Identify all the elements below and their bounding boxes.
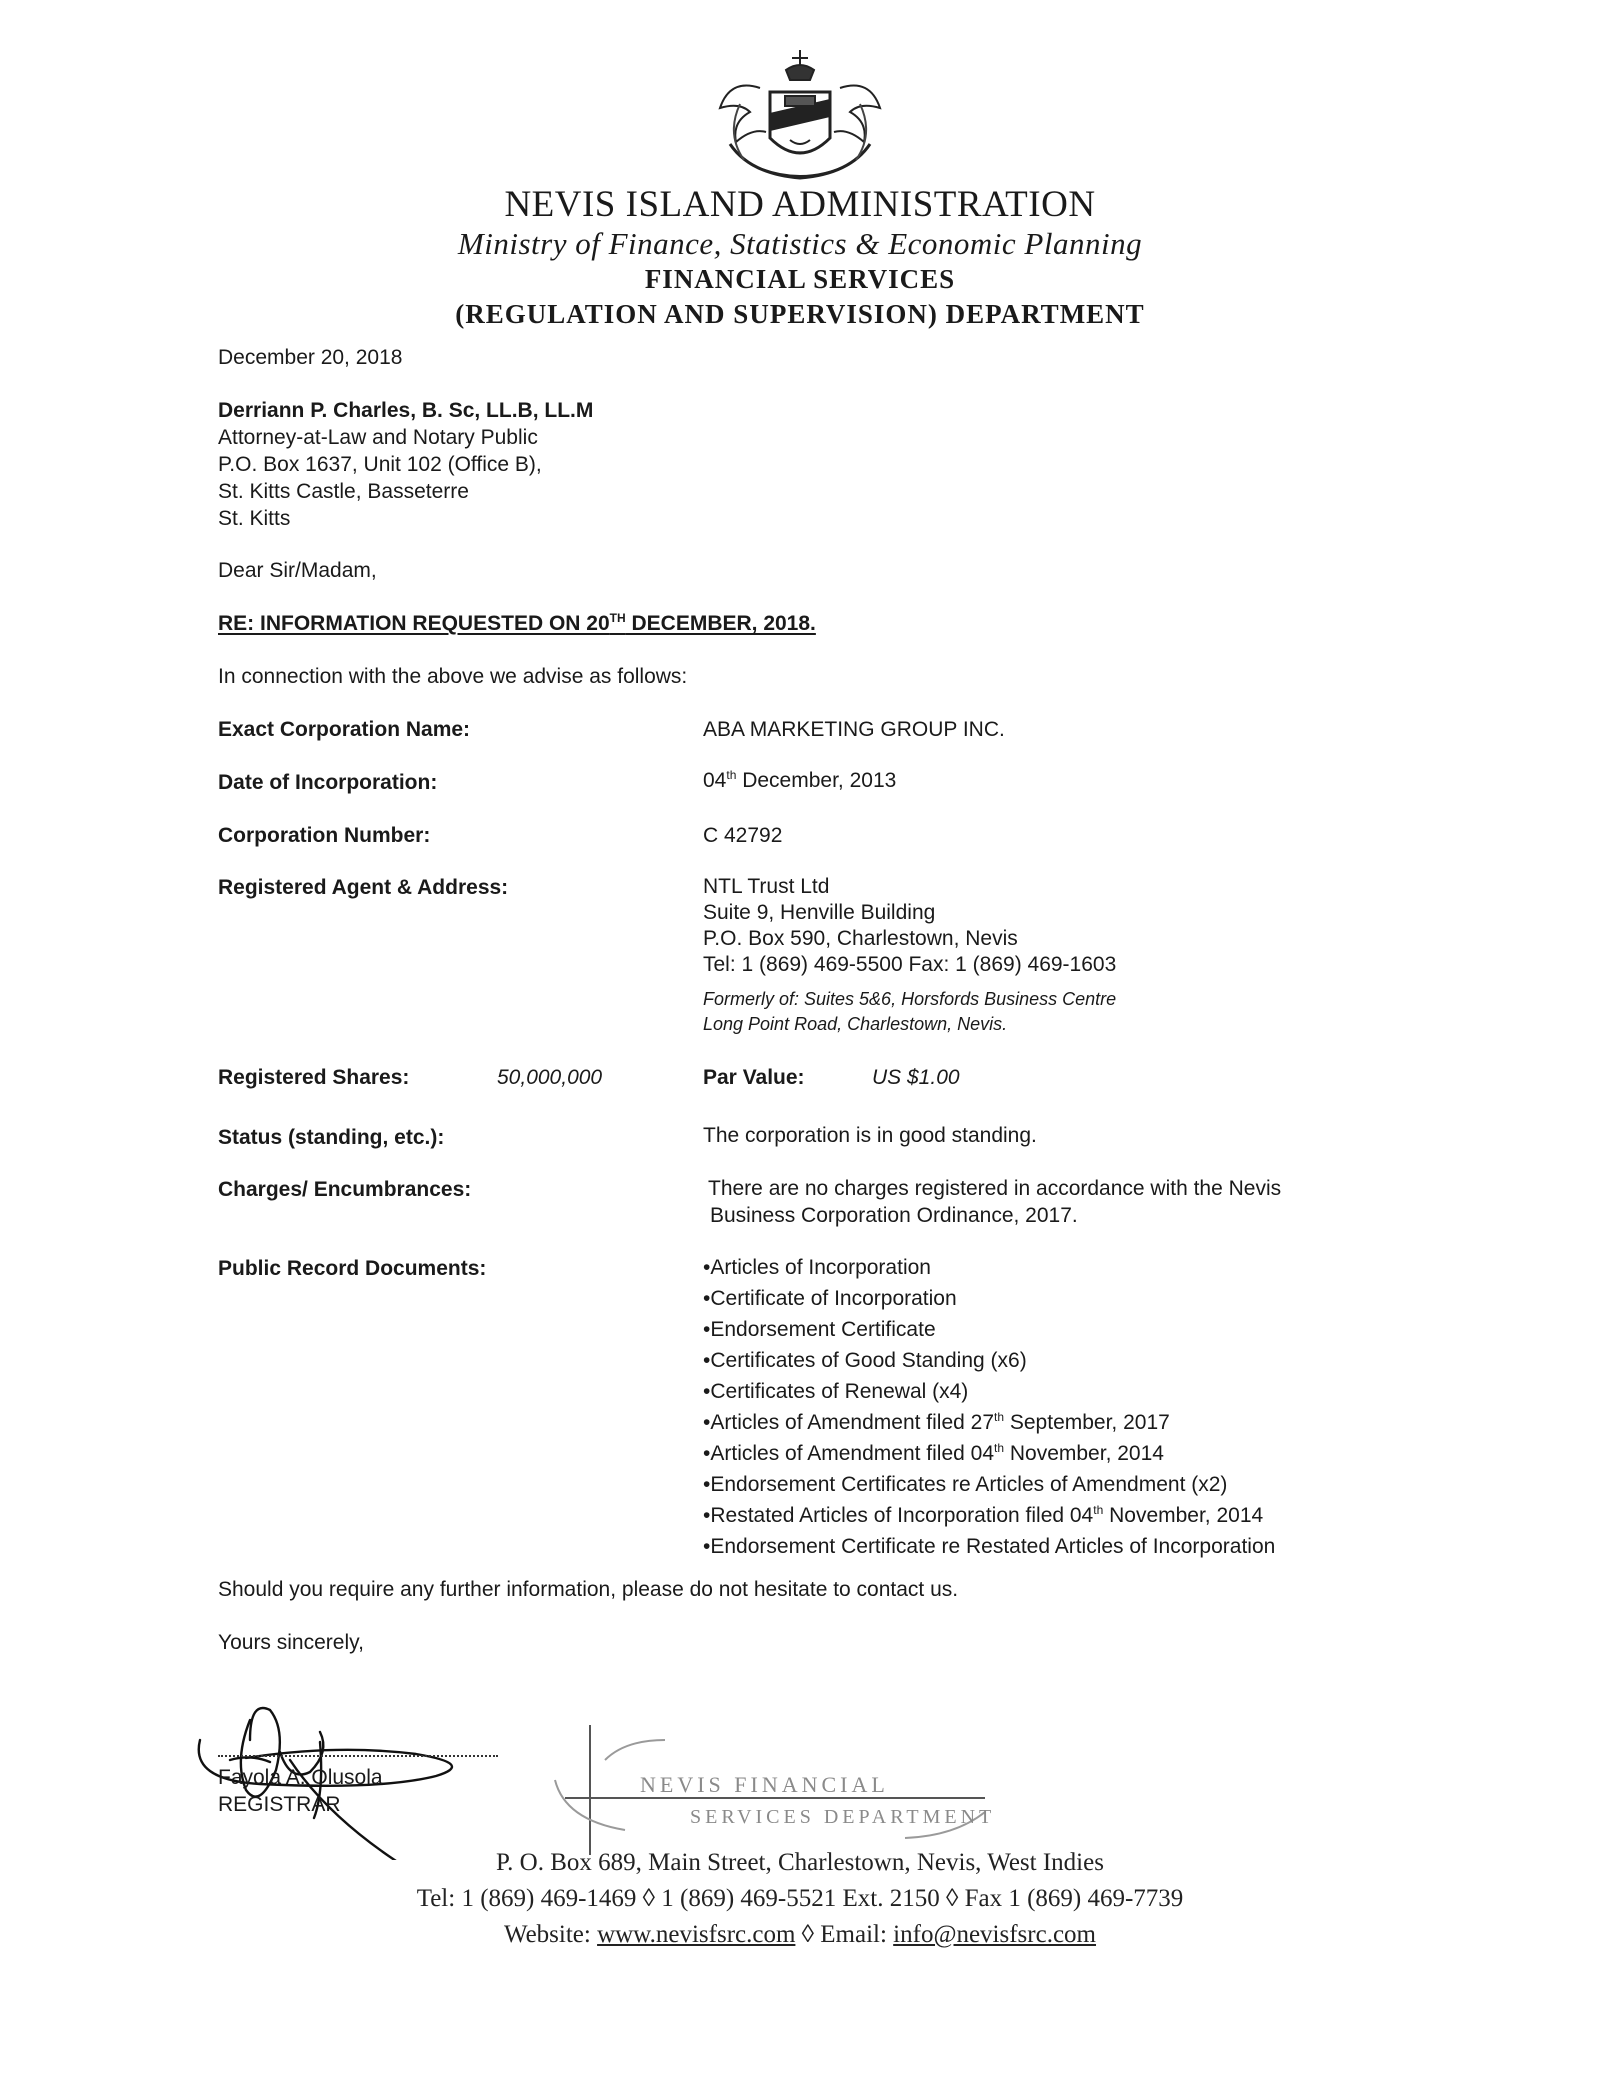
closing-note: Should you require any further information, please do not hesitate to contact us. — [218, 1578, 959, 1601]
coat-of-arms-icon — [690, 44, 910, 194]
par-value-label: Par Value: — [703, 1066, 805, 1089]
incorporation-date-label: Date of Incorporation: — [218, 771, 438, 794]
registered-agent-label: Registered Agent & Address: — [218, 876, 509, 899]
website-link[interactable]: www.nevisfsrc.com — [597, 1921, 796, 1948]
recipient-address-line: St. Kitts Castle, Basseterre — [218, 480, 469, 503]
document-item: • Certificates of Renewal (x4) — [703, 1376, 1275, 1407]
signatory-title: REGISTRAR — [218, 1793, 341, 1816]
recipient-address-line: P.O. Box 1637, Unit 102 (Office B), — [218, 453, 542, 476]
letter-date: December 20, 2018 — [218, 346, 403, 369]
document-item: • Certificates of Good Standing (x6) — [703, 1345, 1275, 1376]
signatory-name: Fayola A. Olusola — [218, 1766, 383, 1789]
status-value: The corporation is in good standing. — [703, 1124, 1037, 1147]
corporation-name-value: ABA MARKETING GROUP INC. — [703, 718, 1005, 741]
recipient-address-line: Attorney-at-Law and Notary Public — [218, 426, 538, 449]
footer-contact: Website: www.nevisfsrc.com ◊ Email: info@nevisfsrc.com — [503, 1921, 1097, 1948]
incorporation-date-value: 04th December, 2013 — [703, 768, 897, 792]
agent-address-line: Suite 9, Henville Building — [703, 901, 936, 924]
corporation-name-label: Exact Corporation Name: — [218, 718, 471, 741]
public-documents-list — [703, 1252, 1275, 1562]
document-item: • Articles of Amendment filed 04th November, 2014 — [703, 1438, 1275, 1469]
recipient-address-line: St. Kitts — [218, 507, 291, 530]
subject-line: RE: INFORMATION REQUESTED ON 20TH DECEMBER, 2018. — [218, 611, 816, 635]
document-item: • Endorsement Certificates re Articles of Amendment (x2) — [703, 1469, 1275, 1500]
footer-address: P. O. Box 689, Main Street, Charlestown, Nevis, West Indies — [496, 1849, 1104, 1876]
document-item: • Articles of Amendment filed 27th September, 2017 — [703, 1407, 1275, 1438]
stamp-text-line2: SERVICES DEPARTMENT — [690, 1806, 996, 1828]
document-item: • Endorsement Certificate — [703, 1314, 1275, 1345]
recipient-name: Derriann P. Charles, B. Sc, LL.B, LL.M — [218, 399, 594, 422]
administration-title: NEVIS ISLAND ADMINISTRATION — [504, 184, 1096, 225]
email-link[interactable]: info@nevisfsrc.com — [893, 1921, 1097, 1948]
signature-line — [218, 1755, 498, 1757]
agent-former-address-line: Formerly of: Suites 5&6, Horsfords Business Centre — [703, 989, 1117, 1009]
intro-text: In connection with the above we advise as follows: — [218, 665, 688, 688]
document-item: • Endorsement Certificate re Restated Articles of Incorporation — [703, 1531, 1275, 1562]
par-value-value: US $1.00 — [872, 1066, 960, 1089]
document-item: • Articles of Incorporation — [703, 1252, 1275, 1283]
stamp-text-line1: NEVIS FINANCIAL — [640, 1772, 889, 1797]
charges-value-line: Business Corporation Ordinance, 2017. — [710, 1204, 1078, 1227]
footer-phones: Tel: 1 (869) 469-1469 ◊ 1 (869) 469-5521 Ext. 2150 ◊ Fax 1 (869) 469-7739 — [416, 1885, 1184, 1912]
document-item: • Certificate of Incorporation — [703, 1283, 1275, 1314]
charges-label: Charges/ Encumbrances: — [218, 1178, 472, 1201]
agent-address-line: P.O. Box 590, Charlestown, Nevis — [703, 927, 1018, 950]
agent-address-line: Tel: 1 (869) 469-5500 Fax: 1 (869) 469-1603 — [703, 953, 1117, 976]
handwritten-signature-icon — [180, 1660, 540, 1860]
corporation-number-value: C 42792 — [703, 824, 783, 847]
registered-shares-value: 50,000,000 — [497, 1066, 603, 1089]
agent-former-address-line: Long Point Road, Charlestown, Nevis. — [703, 1014, 1008, 1034]
status-label: Status (standing, etc.): — [218, 1126, 445, 1149]
agent-address-line: NTL Trust Ltd — [703, 875, 830, 898]
document-item: • Restated Articles of Incorporation filed 04th November, 2014 — [703, 1500, 1275, 1531]
public-documents-label: Public Record Documents: — [218, 1257, 487, 1280]
salutation: Dear Sir/Madam, — [218, 559, 377, 582]
registered-shares-label: Registered Shares: — [218, 1066, 410, 1089]
corporation-number-label: Corporation Number: — [218, 824, 431, 847]
department-name-line2: (REGULATION AND SUPERVISION) DEPARTMENT — [455, 299, 1145, 329]
ministry-name: Ministry of Finance, Statistics & Economic Planning — [457, 226, 1143, 261]
department-name-line1: FINANCIAL SERVICES — [644, 264, 956, 294]
charges-value-line: There are no charges registered in accordance with the Nevis — [708, 1177, 1282, 1200]
valediction: Yours sincerely, — [218, 1631, 364, 1654]
